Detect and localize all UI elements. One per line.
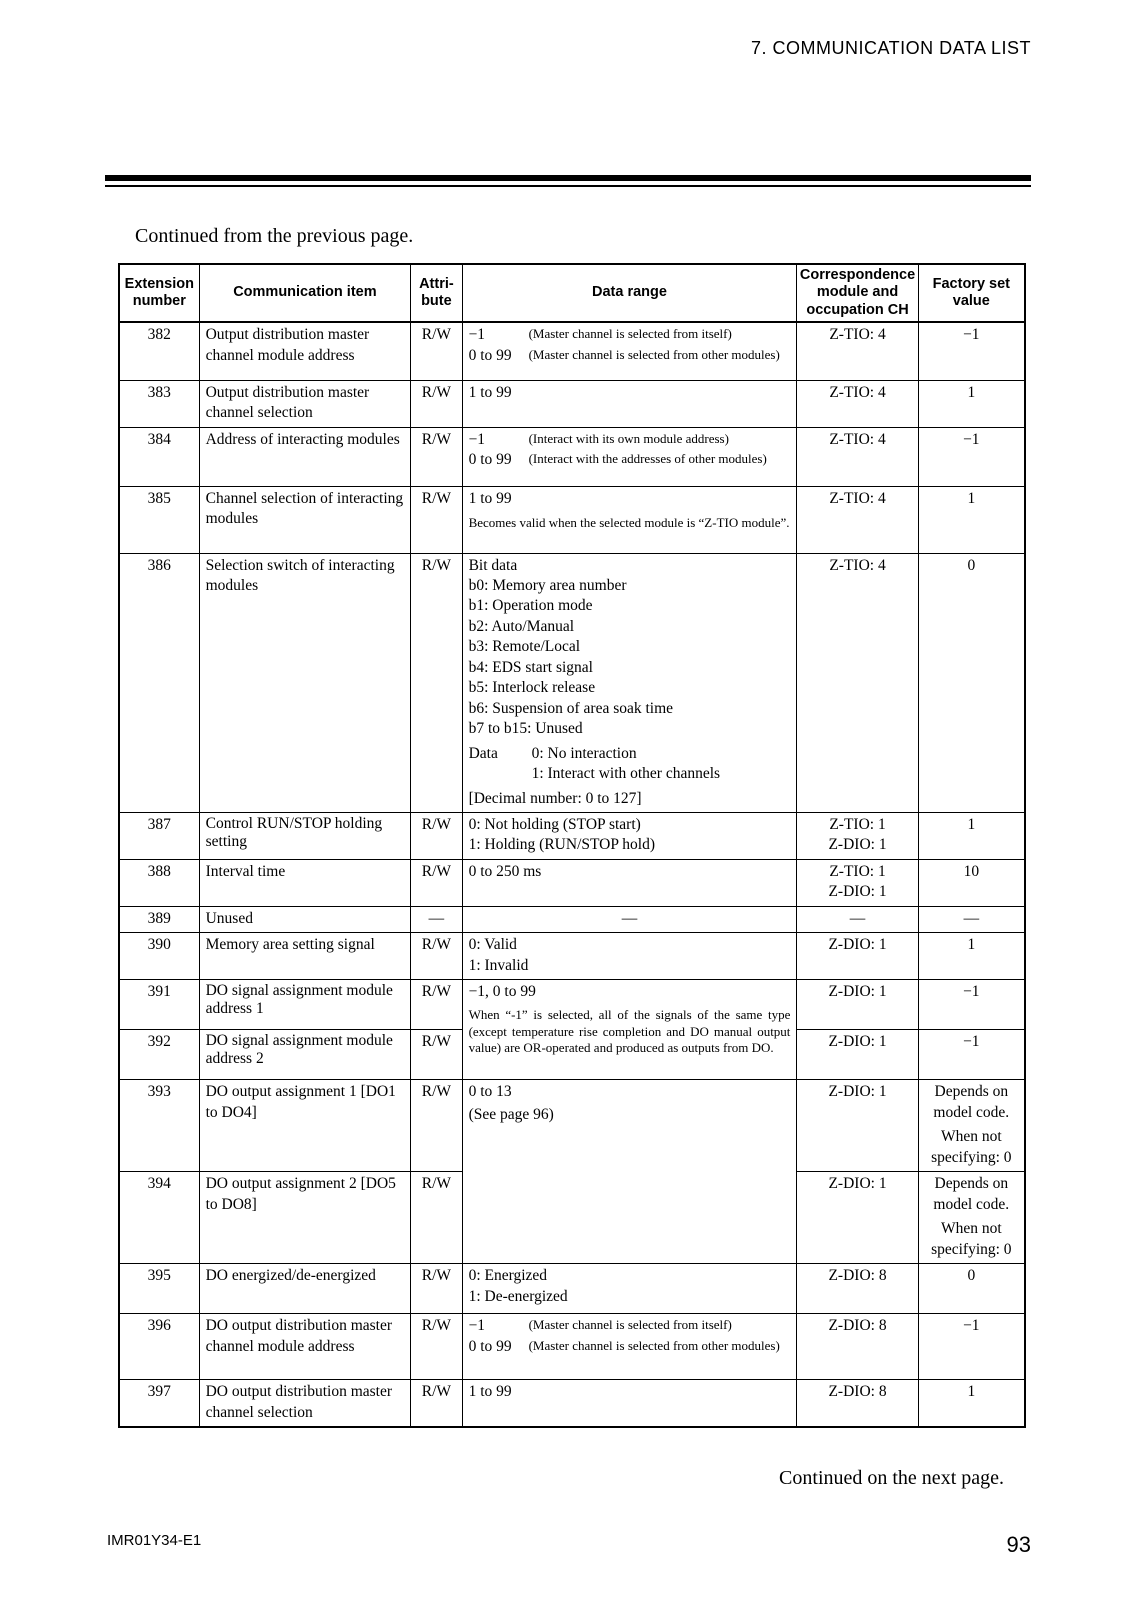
communication-data-table xyxy=(118,263,1026,1428)
table-header-row xyxy=(119,264,1025,322)
cell-corr: Z-TIO: 4 xyxy=(797,486,918,553)
cell-item: Address of interacting modules xyxy=(199,427,411,486)
cell-attr: R/W xyxy=(411,486,462,553)
table-row xyxy=(119,906,1025,932)
cell-attr: R/W xyxy=(411,980,462,1030)
cell-ext: 387 xyxy=(119,813,199,860)
cell-ext: 395 xyxy=(119,1264,199,1314)
cell-corr: Z-DIO: 8 xyxy=(797,1264,918,1314)
cell-item: Channel selection of interacting modules xyxy=(199,486,411,553)
cell-factory: Depends on model code. When not specifying: 0 xyxy=(918,1080,1025,1172)
cell-factory: −1 xyxy=(918,980,1025,1030)
cell-attr: — xyxy=(411,906,462,932)
table-row xyxy=(119,813,1025,860)
cell-range: 1 to 99 xyxy=(462,1380,797,1427)
header-data-range: Data range xyxy=(462,264,797,322)
cell-ext: 392 xyxy=(119,1030,199,1080)
cell-range: −1, 0 to 99 When “-1” is selected, all of the signals of the same type (except temperature rise completion and DO manual output value) are OR-operated and produced as outputs from DO. xyxy=(462,980,797,1080)
continued-from-note: Continued from the previous page. xyxy=(135,225,414,247)
cell-range: 0: Valid 1: Invalid xyxy=(462,933,797,980)
cell-attr: R/W xyxy=(411,553,462,812)
table-row xyxy=(119,553,1025,812)
cell-attr: R/W xyxy=(411,1264,462,1314)
cell-item: Unused xyxy=(199,906,411,932)
cell-attr: R/W xyxy=(411,933,462,980)
table-row xyxy=(119,859,1025,906)
cell-range: 0: Energized 1: De-energized xyxy=(462,1264,797,1314)
header-rule-thin xyxy=(105,185,1031,187)
cell-attr: R/W xyxy=(411,1380,462,1427)
cell-corr: Z-DIO: 1 xyxy=(797,1172,918,1264)
cell-corr: Z-DIO: 8 xyxy=(797,1380,918,1427)
cell-ext: 396 xyxy=(119,1314,199,1380)
header-factory-set-value: Factory set value xyxy=(918,264,1025,322)
cell-item: DO output assignment 1 [DO1 to DO4] xyxy=(199,1080,411,1172)
cell-item: Output distribution master channel selection xyxy=(199,380,411,427)
cell-corr: — xyxy=(797,906,918,932)
cell-attr: R/W xyxy=(411,1172,462,1264)
cell-item: DO signal assignment module address 2 xyxy=(199,1030,411,1080)
cell-corr: Z-TIO: 4 xyxy=(797,380,918,427)
cell-range: −1 (Interact with its own module address) 0 to 99 (Interact with the addresses of other modules) xyxy=(462,427,797,486)
cell-attr: R/W xyxy=(411,1080,462,1172)
cell-factory: −1 xyxy=(918,427,1025,486)
cell-factory: 1 xyxy=(918,486,1025,553)
table-row xyxy=(119,980,1025,1030)
cell-ext: 389 xyxy=(119,906,199,932)
cell-item: Selection switch of interacting modules xyxy=(199,553,411,812)
cell-ext: 397 xyxy=(119,1380,199,1427)
cell-item: Interval time xyxy=(199,859,411,906)
cell-factory: 1 xyxy=(918,1380,1025,1427)
cell-range: 1 to 99 xyxy=(462,380,797,427)
cell-ext: 391 xyxy=(119,980,199,1030)
cell-ext: 390 xyxy=(119,933,199,980)
cell-item: DO output assignment 2 [DO5 to DO8] xyxy=(199,1172,411,1264)
cell-factory: 1 xyxy=(918,933,1025,980)
cell-corr: Z-DIO: 1 xyxy=(797,933,918,980)
table-row xyxy=(119,1264,1025,1314)
cell-ext: 388 xyxy=(119,859,199,906)
cell-attr: R/W xyxy=(411,380,462,427)
table-row xyxy=(119,1314,1025,1380)
header-correspondence: Correspondence module and occupation CH xyxy=(797,264,918,322)
cell-factory: −1 xyxy=(918,1314,1025,1380)
cell-range: Bit data b0: Memory area number b1: Operation mode b2: Auto/Manual b3: Remote/Local b4: EDS start signal b5: Interlock release b6: Suspension of area soak time b7 to b15: Unused Data 0: No interaction 1: Interact with other channels [Decimal number: 0 to 127] xyxy=(462,553,797,812)
cell-attr: R/W xyxy=(411,322,462,380)
cell-attr: R/W xyxy=(411,1030,462,1080)
cell-factory: 1 xyxy=(918,380,1025,427)
cell-factory: 10 xyxy=(918,859,1025,906)
document-code: IMR01Y34-E1 xyxy=(107,1532,202,1549)
table-row xyxy=(119,933,1025,980)
continued-on-note: Continued on the next page. xyxy=(779,1467,1004,1489)
table-row xyxy=(119,380,1025,427)
cell-range: 1 to 99 Becomes valid when the selected module is “Z-TIO module”. xyxy=(462,486,797,553)
cell-attr: R/W xyxy=(411,813,462,860)
section-title: 7. COMMUNICATION DATA LIST xyxy=(750,38,1031,58)
cell-ext: 386 xyxy=(119,553,199,812)
table-row xyxy=(119,486,1025,553)
cell-corr: Z-TIO: 4 xyxy=(797,553,918,812)
cell-item: Control RUN/STOP holding setting xyxy=(199,813,411,860)
cell-attr: R/W xyxy=(411,859,462,906)
header-rule-thick xyxy=(105,175,1031,181)
header-attribute: Attri- bute xyxy=(411,264,462,322)
cell-factory: 0 xyxy=(918,553,1025,812)
cell-attr: R/W xyxy=(411,1314,462,1380)
cell-factory: 0 xyxy=(918,1264,1025,1314)
cell-corr: Z-DIO: 1 xyxy=(797,980,918,1030)
header-communication-item: Communication item xyxy=(199,264,411,322)
cell-ext: 383 xyxy=(119,380,199,427)
cell-range: −1 (Master channel is selected from itself) 0 to 99 (Master channel is selected from other modules) xyxy=(462,1314,797,1380)
cell-corr: Z-DIO: 8 xyxy=(797,1314,918,1380)
cell-attr: R/W xyxy=(411,427,462,486)
cell-factory: 1 xyxy=(918,813,1025,860)
cell-factory: −1 xyxy=(918,1030,1025,1080)
cell-item: DO energized/de-energized xyxy=(199,1264,411,1314)
cell-range: 0 to 13 (See page 96) xyxy=(462,1080,797,1264)
cell-item: DO signal assignment module address 1 xyxy=(199,980,411,1030)
cell-range: 0: Not holding (STOP start) 1: Holding (RUN/STOP hold) xyxy=(462,813,797,860)
cell-factory: −1 xyxy=(918,322,1025,380)
table-row xyxy=(119,1380,1025,1427)
cell-corr: Z-TIO: 4 xyxy=(797,322,918,380)
cell-corr: Z-DIO: 1 xyxy=(797,1080,918,1172)
cell-corr: Z-TIO: 1 Z-DIO: 1 xyxy=(797,859,918,906)
cell-item: Memory area setting signal xyxy=(199,933,411,980)
cell-ext: 394 xyxy=(119,1172,199,1264)
cell-ext: 393 xyxy=(119,1080,199,1172)
table-row xyxy=(119,322,1025,380)
cell-item: DO output distribution master channel selection xyxy=(199,1380,411,1427)
cell-ext: 382 xyxy=(119,322,199,380)
cell-factory: Depends on model code. When not specifying: 0 xyxy=(918,1172,1025,1264)
cell-range: −1 (Master channel is selected from itself) 0 to 99 (Master channel is selected from other modules) xyxy=(462,322,797,380)
cell-item: Output distribution master channel module address xyxy=(199,322,411,380)
page-number: 93 xyxy=(1006,1532,1031,1557)
cell-range: — xyxy=(462,906,797,932)
header-extension-number: Extension number xyxy=(119,264,199,322)
table-row xyxy=(119,427,1025,486)
cell-range: 0 to 250 ms xyxy=(462,859,797,906)
cell-ext: 385 xyxy=(119,486,199,553)
table-row xyxy=(119,1080,1025,1172)
cell-corr: Z-TIO: 1 Z-DIO: 1 xyxy=(797,813,918,860)
cell-corr: Z-TIO: 4 xyxy=(797,427,918,486)
cell-item: DO output distribution master channel module address xyxy=(199,1314,411,1380)
cell-factory: — xyxy=(918,906,1025,932)
cell-ext: 384 xyxy=(119,427,199,486)
cell-corr: Z-DIO: 1 xyxy=(797,1030,918,1080)
